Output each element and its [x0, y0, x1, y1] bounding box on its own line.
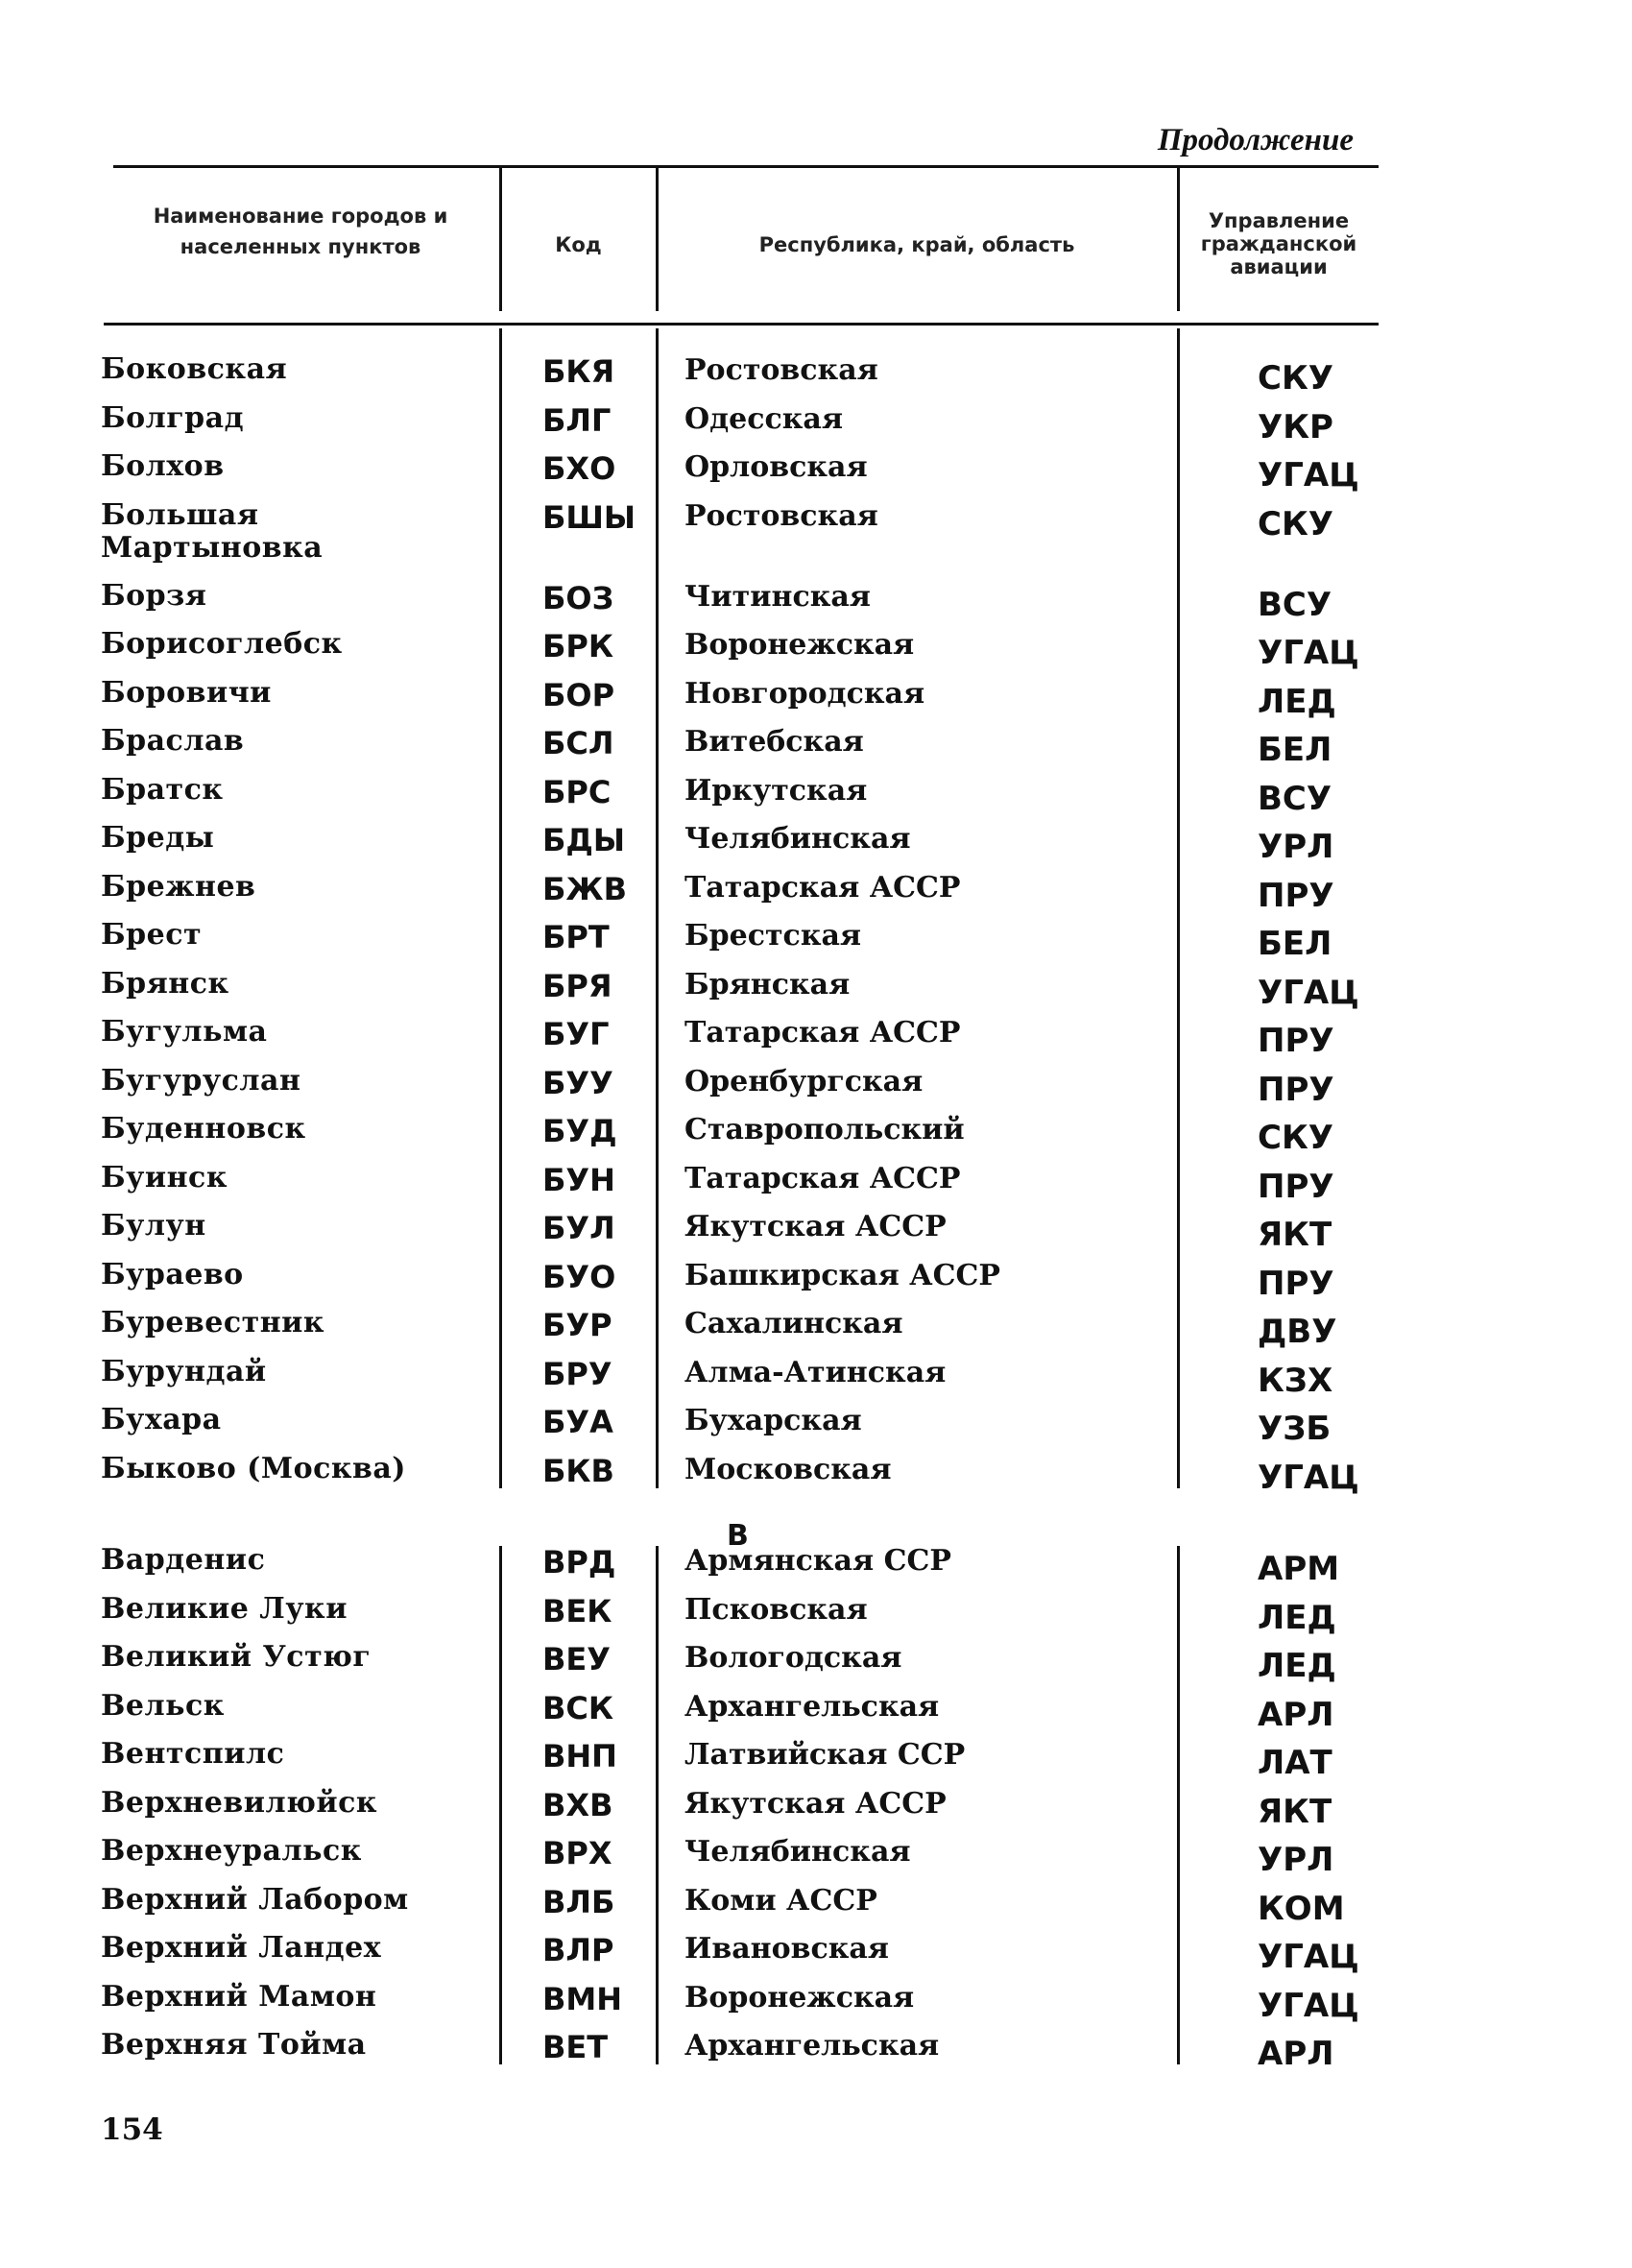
region-name: Брестская: [684, 919, 862, 953]
city-code: БДЫ: [542, 822, 626, 858]
city-name: Верхневилюйск: [101, 1785, 378, 1820]
region-name: Армянская ССР: [684, 1544, 951, 1578]
table-row: [0, 1882, 1632, 1928]
table-row: [0, 1209, 1632, 1254]
aviation-department: УГАЦ: [1258, 634, 1359, 672]
city-name: Бугуруслан: [101, 1063, 301, 1098]
region-name: Оренбургская: [684, 1064, 924, 1098]
aviation-department: УГАЦ: [1258, 1458, 1359, 1497]
header-department: Управление гражданской авиации: [1200, 209, 1357, 279]
city-code: БШЫ: [542, 498, 636, 536]
aviation-department: УГАЦ: [1258, 973, 1359, 1012]
city-code: БЖВ: [542, 870, 627, 907]
aviation-department: УЗБ: [1258, 1410, 1332, 1448]
table-row: [0, 1451, 1632, 1497]
region-name: Иркутская: [684, 773, 868, 808]
region-name: Орловская: [684, 450, 868, 484]
city-code: ВЕК: [542, 1592, 612, 1629]
city-name: Бураево: [101, 1257, 244, 1291]
table-row: [0, 449, 1632, 495]
city-code: БРК: [542, 628, 613, 664]
aviation-department: ПРУ: [1258, 1264, 1334, 1303]
header-name: Наименование городов и населенных пунктов: [153, 205, 448, 258]
table-row: [0, 918, 1632, 963]
table-row: [0, 1591, 1632, 1637]
aviation-department: АРЛ: [1258, 2035, 1334, 2073]
city-code: БУР: [542, 1307, 612, 1343]
city-code: БУУ: [542, 1064, 613, 1101]
aviation-department: ЛЕД: [1258, 1598, 1336, 1637]
city-code: БОР: [542, 676, 615, 713]
region-name: Воронежская: [684, 628, 915, 662]
city-code: БУЛ: [542, 1210, 615, 1246]
city-name: Брежнев: [101, 869, 256, 904]
city-name: Великий Устюг: [101, 1640, 372, 1674]
table-row: [0, 1403, 1632, 1448]
aviation-department: ПРУ: [1258, 1167, 1334, 1206]
city-code: БУГ: [542, 1016, 610, 1052]
header-region: Республика, край, область: [758, 233, 1075, 256]
aviation-department: ПРУ: [1258, 1070, 1334, 1109]
city-name: Буинск: [101, 1160, 228, 1194]
aviation-department: ЛЕД: [1258, 682, 1336, 721]
table-row: [0, 1257, 1632, 1303]
aviation-department: АРМ: [1258, 1550, 1340, 1588]
region-name: Алма-Атинская: [684, 1355, 947, 1389]
region-name: Челябинская: [684, 1835, 911, 1869]
aviation-department: ЯКТ: [1258, 1792, 1332, 1831]
city-code: ВЛР: [542, 1932, 614, 1968]
table-row: [0, 772, 1632, 818]
top-rule: [113, 165, 1379, 168]
aviation-department: ПРУ: [1258, 876, 1334, 915]
city-name: Борисоглебск: [101, 627, 343, 661]
table-row: [0, 869, 1632, 915]
city-name: Бреды: [101, 821, 215, 855]
aviation-department: УРЛ: [1258, 1841, 1334, 1879]
city-name: Вентспилс: [101, 1737, 285, 1771]
region-name: Ростовская: [684, 498, 878, 533]
table-row: [0, 1306, 1632, 1351]
city-name: Верхний Мамон: [101, 1979, 377, 2014]
city-code: ВЕТ: [542, 2029, 609, 2065]
region-name: Псковская: [684, 1592, 868, 1627]
city-name: Бурундай: [101, 1354, 267, 1388]
aviation-department: СКУ: [1258, 359, 1333, 398]
region-name: Якутская АССР: [684, 1210, 947, 1243]
city-name: Варденис: [101, 1543, 266, 1577]
aviation-department: ЯКТ: [1258, 1216, 1332, 1254]
table-row: [0, 1112, 1632, 1157]
city-name: Быково (Москва): [101, 1451, 407, 1485]
aviation-department: СКУ: [1258, 1119, 1333, 1157]
table-row: [0, 1979, 1632, 2025]
table-row: [0, 1354, 1632, 1400]
header-code: Код: [555, 233, 602, 256]
region-name: Архангельская: [684, 2029, 940, 2063]
aviation-department: ПРУ: [1258, 1022, 1334, 1060]
city-code: БУН: [542, 1161, 615, 1198]
header-bottom-rule: [104, 323, 1379, 326]
region-name: Сахалинская: [684, 1307, 903, 1340]
aviation-department: УГАЦ: [1258, 456, 1359, 495]
table-row: [0, 1931, 1632, 1976]
region-name: Витебская: [684, 725, 864, 759]
city-name: Великие Луки: [101, 1591, 348, 1626]
aviation-department: УГАЦ: [1258, 1938, 1359, 1976]
city-code: ВХВ: [542, 1786, 613, 1823]
table-row: [0, 1834, 1632, 1879]
city-code: БКВ: [542, 1452, 614, 1489]
table-row: [0, 578, 1632, 624]
aviation-department: АРЛ: [1258, 1695, 1334, 1734]
city-name: Верхнеуральск: [101, 1834, 362, 1868]
aviation-department: КЗХ: [1258, 1361, 1333, 1400]
region-name: Ростовская: [684, 353, 878, 387]
table-row: [0, 1063, 1632, 1109]
region-name: Вологодская: [684, 1641, 902, 1675]
region-name: Бухарская: [684, 1404, 862, 1437]
city-code: ВЛБ: [542, 1883, 615, 1920]
city-name: Бухара: [101, 1403, 222, 1436]
table-row: [0, 821, 1632, 866]
city-name: Верхняя Тойма: [101, 2028, 367, 2062]
region-name: Московская: [684, 1452, 892, 1486]
region-name: Латвийская ССР: [684, 1738, 966, 1772]
city-name: Брест: [101, 918, 203, 952]
city-name: Буденновск: [101, 1112, 306, 1146]
city-name: Брянск: [101, 966, 229, 1001]
city-name: Боровичи: [101, 675, 272, 710]
table-row: [0, 627, 1632, 672]
region-name: Ставропольский: [684, 1113, 965, 1146]
aviation-department: ЛЕД: [1258, 1647, 1336, 1685]
city-code: ВРД: [542, 1544, 616, 1580]
city-code: БКЯ: [542, 353, 615, 390]
city-code: БЛГ: [542, 401, 612, 439]
region-name: Башкирская АССР: [684, 1258, 1000, 1292]
region-name: Читинская: [684, 579, 871, 614]
table-row: [0, 400, 1632, 446]
city-code: БРТ: [542, 919, 610, 955]
aviation-department: БЕЛ: [1258, 731, 1332, 769]
city-name: Бугульма: [101, 1015, 268, 1049]
city-name: Верхний Лабором: [101, 1882, 409, 1917]
city-name: Большая Мартыновка: [101, 497, 324, 565]
page-number: 154: [101, 2112, 163, 2147]
city-code: БРС: [542, 773, 612, 810]
city-code: БРЯ: [542, 967, 612, 1004]
table-row: [0, 1543, 1632, 1588]
city-name: Вельск: [101, 1688, 225, 1723]
region-name: Татарская АССР: [684, 1161, 961, 1195]
city-code: БОЗ: [542, 579, 614, 616]
region-name: Татарская АССР: [684, 1016, 961, 1050]
table-row: [0, 966, 1632, 1012]
city-name: Болхов: [101, 449, 225, 483]
header-divider: [499, 165, 502, 311]
city-name: Булун: [101, 1209, 206, 1243]
table-row: [0, 2028, 1632, 2073]
region-name: Воронежская: [684, 1980, 915, 2015]
table-row: [0, 1160, 1632, 1206]
table-row: [0, 1688, 1632, 1734]
city-code: ВРХ: [542, 1835, 612, 1871]
city-code: БСЛ: [542, 725, 614, 761]
aviation-department: СКУ: [1258, 504, 1333, 543]
section-letter: В: [727, 1519, 749, 1553]
aviation-department: УРЛ: [1258, 828, 1334, 866]
city-code: ВЕУ: [542, 1641, 611, 1677]
region-name: Челябинская: [684, 822, 911, 856]
aviation-department: УКР: [1258, 407, 1333, 446]
city-name: Верхний Ландех: [101, 1931, 382, 1965]
table-row: [0, 352, 1632, 398]
header-divider: [656, 165, 659, 311]
city-code: БРУ: [542, 1355, 612, 1392]
aviation-department: УГАЦ: [1258, 1986, 1359, 2025]
header-divider: [1177, 165, 1180, 311]
table-row: [0, 497, 1632, 565]
city-name: Буревестник: [101, 1306, 325, 1339]
table-row: [0, 724, 1632, 769]
table-row: [0, 1737, 1632, 1782]
region-name: Ивановская: [684, 1932, 889, 1966]
aviation-department: ВСУ: [1258, 779, 1332, 818]
region-name: Архангельская: [684, 1689, 940, 1724]
city-name: Боковская: [101, 352, 288, 386]
city-code: ВСК: [542, 1689, 614, 1726]
region-name: Якутская АССР: [684, 1786, 947, 1821]
city-code: ВНП: [542, 1738, 617, 1774]
city-name: Братск: [101, 772, 224, 807]
city-code: БУО: [542, 1258, 616, 1295]
aviation-department: ВСУ: [1258, 585, 1332, 624]
city-name: Болград: [101, 400, 245, 435]
city-name: Браслав: [101, 724, 245, 758]
city-code: БХО: [542, 450, 616, 487]
aviation-department: БЕЛ: [1258, 925, 1332, 963]
region-name: Одесская: [684, 401, 844, 436]
aviation-department: КОМ: [1258, 1889, 1345, 1928]
region-name: Татарская АССР: [684, 870, 961, 905]
aviation-department: ЛАТ: [1258, 1744, 1332, 1782]
region-name: Новгородская: [684, 676, 925, 711]
city-code: БУА: [542, 1404, 613, 1440]
city-code: ВМН: [542, 1980, 623, 2017]
table-row: [0, 1015, 1632, 1060]
region-name: Коми АССР: [684, 1883, 877, 1918]
city-name: Борзя: [101, 578, 207, 613]
continuation-label: Продолжение: [1157, 123, 1354, 157]
table-row: [0, 675, 1632, 721]
city-code: БУД: [542, 1113, 617, 1149]
region-name: Брянская: [684, 967, 851, 1001]
table-row: [0, 1640, 1632, 1685]
aviation-department: ДВУ: [1258, 1313, 1337, 1351]
table-row: [0, 1785, 1632, 1831]
